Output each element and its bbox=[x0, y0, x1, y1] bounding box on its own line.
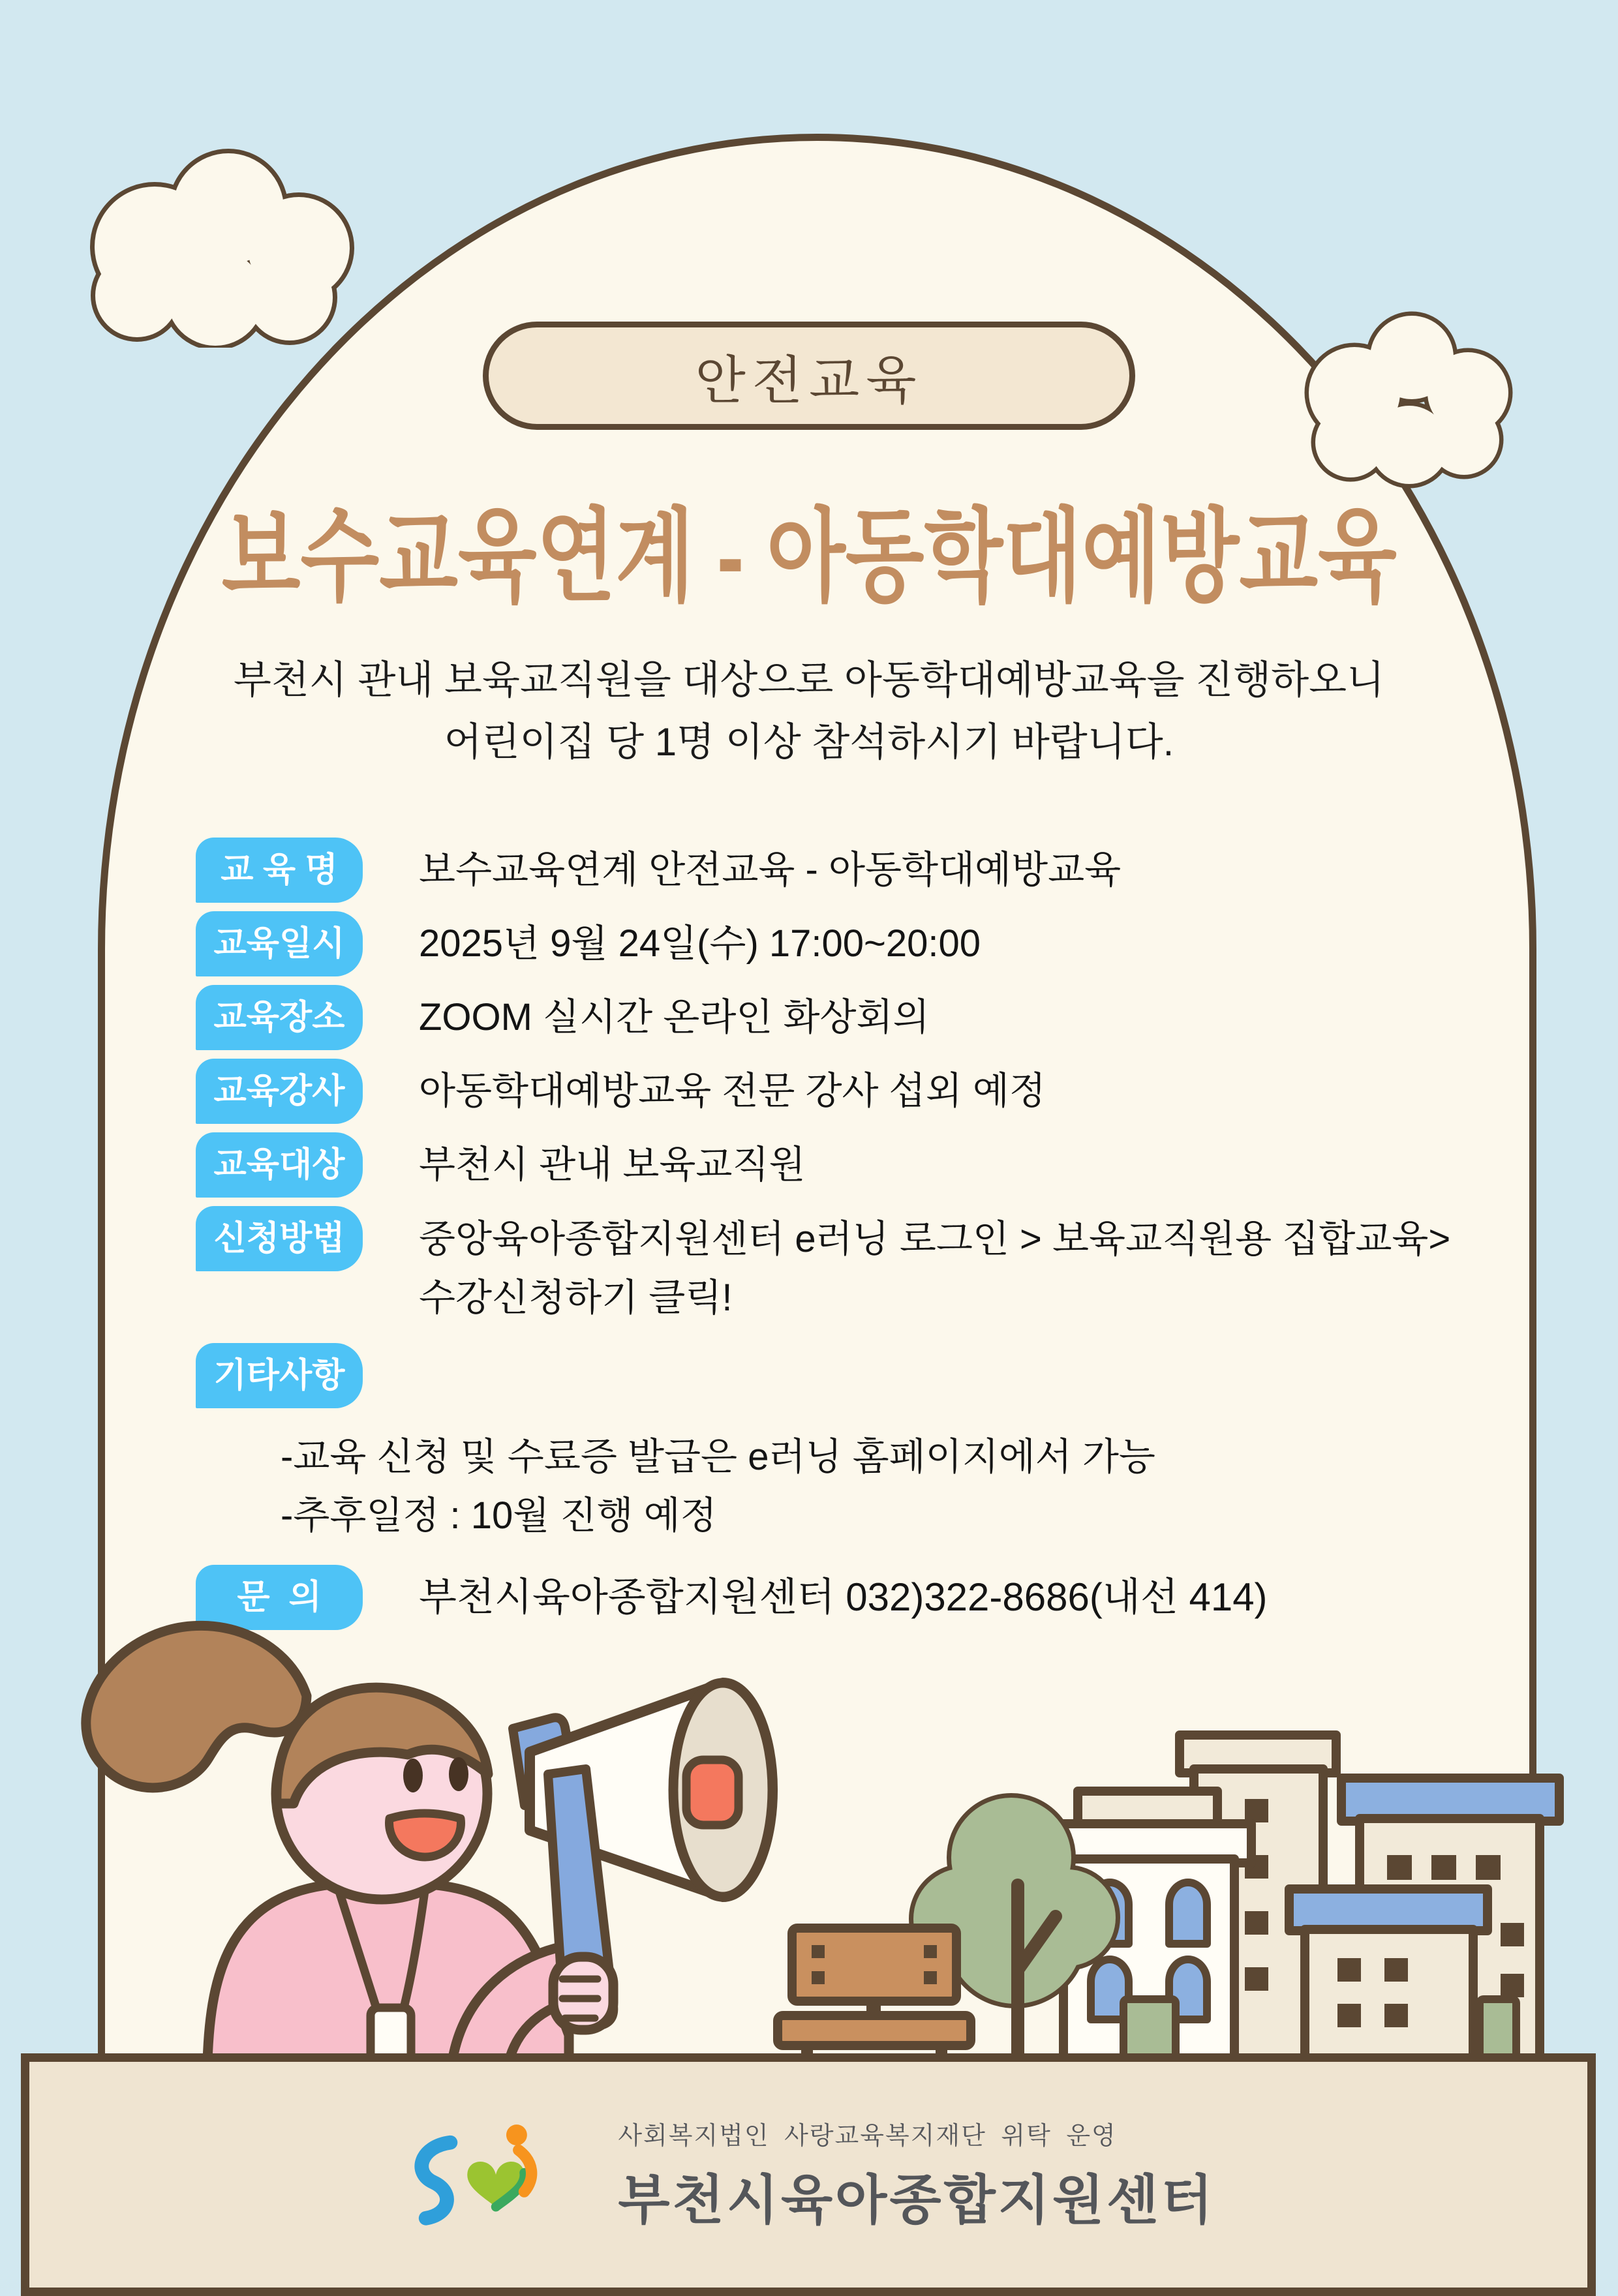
footer-text bbox=[618, 2115, 1215, 2234]
ponytail bbox=[86, 1625, 307, 1787]
field-label-badge: 교육장소 bbox=[196, 985, 363, 1050]
field-label-badge: 교 육 명 bbox=[196, 838, 363, 903]
bench-illustration bbox=[778, 1928, 971, 2059]
field-label-badge: 기타사항 bbox=[196, 1343, 363, 1408]
field-row-apply bbox=[196, 1206, 1451, 1327]
mouth bbox=[389, 1813, 461, 1857]
field-label-badge: 문 의 bbox=[196, 1565, 363, 1630]
page-title: 보수교육연계 - 아동학대예방교육 bbox=[221, 500, 1397, 614]
etc-notes bbox=[281, 1428, 1435, 1545]
field-value: 보수교육연계 안전교육 - 아동학대예방교육 bbox=[419, 849, 1122, 891]
field-label-badge: 교육대상 bbox=[196, 1132, 363, 1198]
etc-note-2: -추후일정 : 10월 진행 예정 bbox=[281, 1494, 717, 1537]
cloud-icon bbox=[1284, 295, 1535, 498]
footer bbox=[21, 2053, 1596, 2296]
eye-left bbox=[403, 1759, 423, 1792]
field-label-badge: 신청방법 bbox=[196, 1206, 363, 1271]
field-label-badge: 교육일시 bbox=[196, 911, 363, 976]
field-row-datetime bbox=[196, 911, 1435, 976]
field-row-target bbox=[196, 1132, 1435, 1198]
field-row-place bbox=[196, 985, 1435, 1050]
cloud-icon bbox=[60, 142, 389, 348]
apply-line-1: 중앙육아종합지원센터 e러닝 로그인 > 보육교직원용 집합교육> bbox=[419, 1218, 1451, 1260]
category-badge-label: 안전교육 bbox=[695, 351, 923, 410]
intro-line-2: 어린이집 당 1명 이상 참석하시기 바랍니다. bbox=[444, 719, 1174, 764]
megaphone-speaker bbox=[686, 1760, 739, 1825]
bottom-illustration bbox=[0, 1578, 1618, 2061]
center-logo-icon bbox=[401, 2116, 590, 2233]
field-value: ZOOM 실시간 온라인 화상회의 bbox=[419, 996, 930, 1038]
girl-with-megaphone-illustration bbox=[86, 1625, 772, 2061]
field-row-name bbox=[196, 838, 1435, 903]
footer-operator-line: 사회복지법인 사랑교육복지재단 위탁 운영 bbox=[618, 2122, 1117, 2150]
field-row-etc bbox=[196, 1343, 1435, 1408]
eye-right bbox=[449, 1757, 468, 1791]
apply-line-2: 수강신청하기 클릭! bbox=[419, 1276, 733, 1319]
buildings-illustration bbox=[1048, 1735, 1559, 2058]
details-section bbox=[196, 838, 1451, 1639]
footer-center-name: 부천시육아종합지원센터 bbox=[618, 2171, 1215, 2230]
field-value: 아동학대예방교육 전문 강사 섭외 예정 bbox=[419, 1070, 1046, 1112]
etc-note-1: -교육 신청 및 수료증 발급은 e러닝 홈페이지에서 가능 bbox=[281, 1435, 1155, 1478]
category-badge bbox=[483, 322, 1135, 430]
intro-line-1: 부천시 관내 보육교직원을 대상으로 아동학대예방교육을 진행하오니 bbox=[233, 658, 1385, 702]
field-row-instructor bbox=[196, 1059, 1435, 1124]
field-label-badge: 교육강사 bbox=[196, 1059, 363, 1124]
intro-text bbox=[0, 650, 1618, 774]
field-value: 부천시 관내 보육교직원 bbox=[419, 1143, 806, 1186]
field-value bbox=[363, 1206, 1450, 1327]
field-value: 2025년 9월 24일(수) 17:00~20:00 bbox=[419, 922, 981, 965]
contact-value: 부천시육아종합지원센터 032)322-8686(내선 414) bbox=[419, 1575, 1268, 1619]
